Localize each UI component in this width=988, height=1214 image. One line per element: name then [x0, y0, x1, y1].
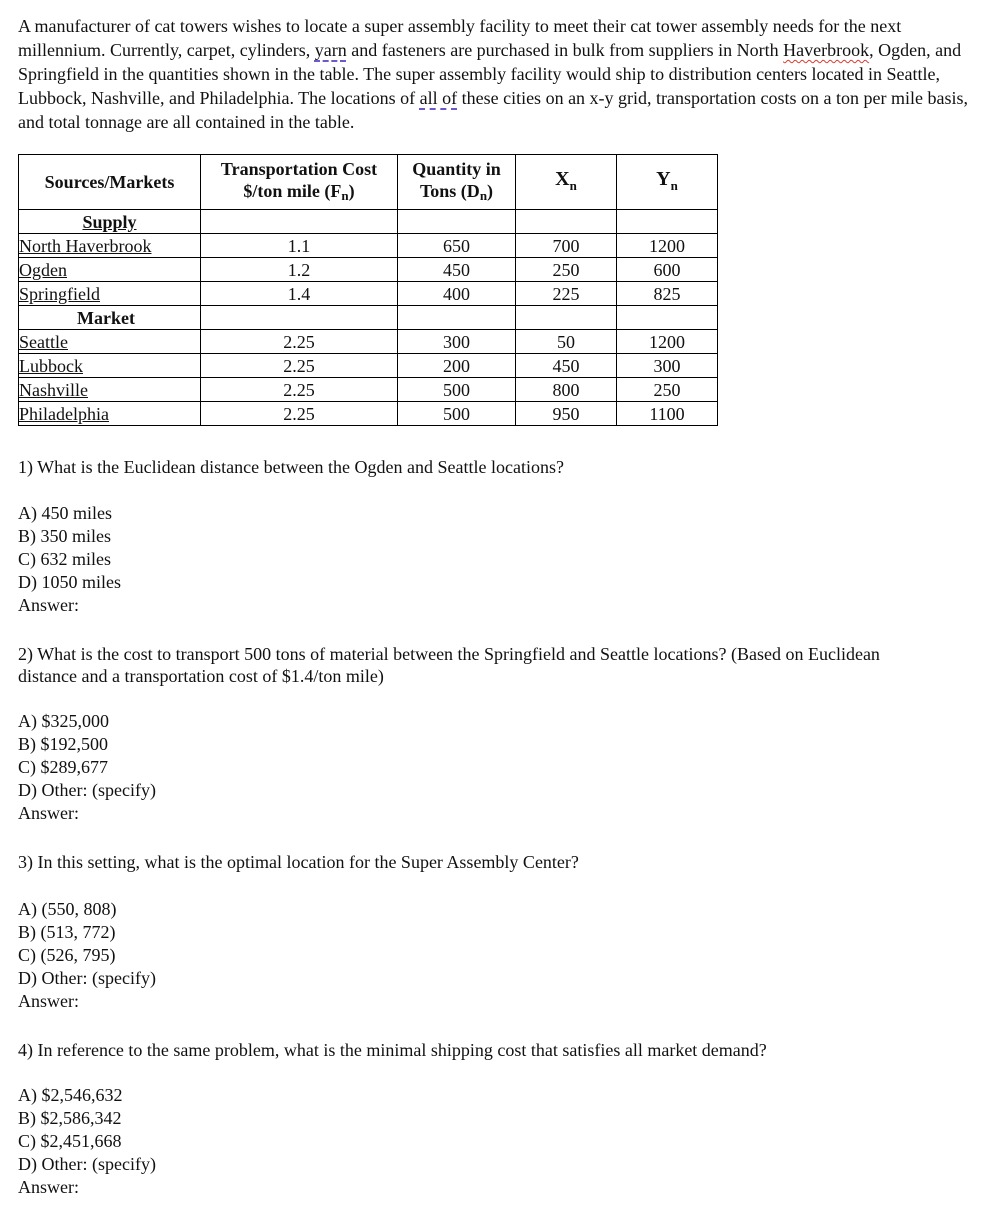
table-row [19, 282, 718, 306]
supply-rows [19, 234, 718, 306]
section-supply: Supply [19, 210, 201, 234]
location-name: Nashville [19, 378, 201, 402]
quantity-cell: 400 [398, 282, 516, 306]
option-item: A) 450 miles [18, 503, 112, 523]
answer-options [18, 502, 121, 617]
option-item: B) $192,500 [18, 734, 108, 754]
option-item: B) $2,586,342 [18, 1108, 122, 1128]
quantity-cell: 500 [398, 402, 516, 426]
table-row [19, 234, 718, 258]
quantity-cell: 650 [398, 234, 516, 258]
answer-label: Answer: [18, 1177, 79, 1197]
option-item: A) (550, 808) [18, 899, 117, 919]
problem-statement [18, 14, 968, 134]
answer-label: Answer: [18, 595, 79, 615]
cost-cell: 2.25 [201, 330, 398, 354]
question-text: 3) In this setting, what is the optimal location for the Super Assembly Center? [18, 852, 579, 872]
quantity-cell: 200 [398, 354, 516, 378]
question-text: 1) What is the Euclidean distance between the Ogden and Seattle locations? [18, 457, 564, 477]
answer-label: Answer: [18, 991, 79, 1011]
answer-options [18, 898, 156, 1013]
answer-label: Answer: [18, 803, 79, 823]
table-header-row [19, 155, 718, 210]
quantity-cell: 450 [398, 258, 516, 282]
y-cell: 1200 [617, 330, 718, 354]
x-cell: 250 [516, 258, 617, 282]
option-item: D) Other: (specify) [18, 780, 156, 800]
intro-part-3: , Ogden, and Springfield in the quantities shown in the table. The super assembly facility would ship to distribution centers located in Seattle, Lubbock, Nashville, and Philadelphia. The locations of [18, 40, 962, 108]
x-cell: 950 [516, 402, 617, 426]
table-row [19, 378, 718, 402]
option-item: A) $2,546,632 [18, 1085, 123, 1105]
section-market: Market [19, 306, 201, 330]
table-row-market-label [19, 306, 718, 330]
table-row [19, 330, 718, 354]
cost-cell: 1.1 [201, 234, 398, 258]
option-item: B) 350 miles [18, 526, 111, 546]
answer-options [18, 1084, 156, 1199]
cost-cell: 1.2 [201, 258, 398, 282]
option-item: C) (526, 795) [18, 945, 116, 965]
option-item: D) Other: (specify) [18, 1154, 156, 1174]
location-name: Philadelphia [19, 402, 201, 426]
market-rows [19, 330, 718, 426]
spellcheck-word-haverbrook: Haverbrook [783, 40, 870, 60]
table-row [19, 402, 718, 426]
y-cell: 1100 [617, 402, 718, 426]
answer-options [18, 710, 156, 825]
location-name: Seattle [19, 330, 201, 354]
locations-table [18, 154, 718, 426]
location-name: North Haverbrook [19, 234, 201, 258]
header-sources-markets: Sources/Markets [19, 155, 201, 210]
question-text: 2) What is the cost to transport 500 tons of material between the Springfield and Seattle locations? (Based on Euclidean distance and a transportation cost of $1.4/ton mile) [18, 644, 880, 686]
header-quantity: Quantity in Tons (Dn) [398, 155, 516, 210]
y-cell: 250 [617, 378, 718, 402]
quantity-cell: 500 [398, 378, 516, 402]
intro-part-4: these cities on an x-y grid, transportation costs on a ton per mile basis, and total tonnage are all contained in the table. [18, 88, 968, 132]
location-name: Lubbock [19, 354, 201, 378]
option-item: C) $289,677 [18, 757, 108, 777]
cost-cell: 1.4 [201, 282, 398, 306]
x-cell: 450 [516, 354, 617, 378]
cost-cell: 2.25 [201, 402, 398, 426]
option-item: B) (513, 772) [18, 922, 116, 942]
option-item: C) 632 miles [18, 549, 111, 569]
cost-cell: 2.25 [201, 378, 398, 402]
table-row [19, 354, 718, 378]
table-row [19, 258, 718, 282]
y-cell: 600 [617, 258, 718, 282]
x-cell: 800 [516, 378, 617, 402]
intro-part-1: A manufacturer of cat towers wishes to locate a super assembly facility to meet their cat tower assembly needs for the next millennium. Currently, carpet, cylinders, [18, 16, 902, 60]
quantity-cell: 300 [398, 330, 516, 354]
spellcheck-word-all-of: all of [419, 88, 458, 108]
option-item: D) 1050 miles [18, 572, 121, 592]
location-name: Springfield [19, 282, 201, 306]
x-cell: 50 [516, 330, 617, 354]
table-row-supply-label [19, 210, 718, 234]
question-text: 4) In reference to the same problem, what is the minimal shipping cost that satisfies all market demand? [18, 1040, 767, 1060]
spellcheck-word-yarn: yarn [314, 40, 347, 60]
y-cell: 300 [617, 354, 718, 378]
x-cell: 700 [516, 234, 617, 258]
option-item: A) $325,000 [18, 711, 109, 731]
option-item: C) $2,451,668 [18, 1131, 122, 1151]
x-cell: 225 [516, 282, 617, 306]
intro-part-2: and fasteners are purchased in bulk from suppliers in North [346, 40, 784, 60]
location-name: Ogden [19, 258, 201, 282]
y-cell: 825 [617, 282, 718, 306]
header-transport-cost: Transportation Cost $/ton mile (Fn) [201, 155, 398, 210]
cost-cell: 2.25 [201, 354, 398, 378]
option-item: D) Other: (specify) [18, 968, 156, 988]
header-y: $Y_n$ [617, 155, 718, 210]
y-cell: 1200 [617, 234, 718, 258]
header-x: $X_n$ [516, 155, 617, 210]
